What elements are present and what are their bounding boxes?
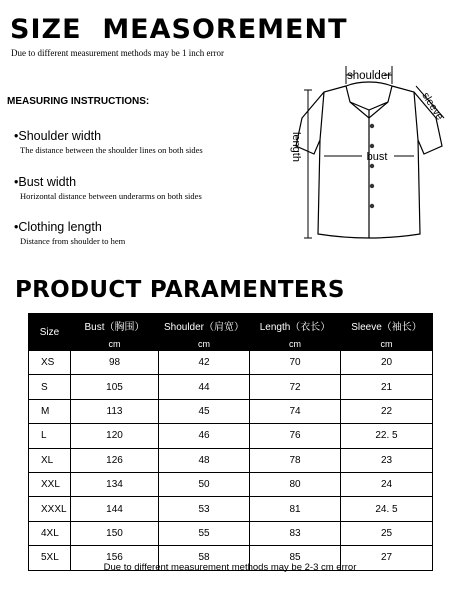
value-cell: 120 xyxy=(71,424,159,448)
value-cell: 70 xyxy=(250,351,341,375)
size-cell: M xyxy=(29,399,71,423)
value-cell: 27 xyxy=(341,546,433,570)
value-cell: 53 xyxy=(159,497,250,521)
value-cell: 80 xyxy=(250,472,341,496)
value-cell: 126 xyxy=(71,448,159,472)
size-table xyxy=(28,313,433,571)
value-cell: 55 xyxy=(159,521,250,545)
shoulder-label: shoulder xyxy=(346,70,392,82)
value-cell: 22. 5 xyxy=(341,424,433,448)
table-units-row xyxy=(29,337,433,351)
length-label: length xyxy=(290,132,302,162)
size-cell: 4XL xyxy=(29,521,71,545)
value-cell: 72 xyxy=(250,375,341,399)
size-cell: XL xyxy=(29,448,71,472)
value-cell: 134 xyxy=(71,472,159,496)
value-cell: 45 xyxy=(159,399,250,423)
table-row xyxy=(29,375,433,399)
value-cell: 156 xyxy=(71,546,159,570)
value-cell: 150 xyxy=(71,521,159,545)
header-length: Length（衣长） xyxy=(250,314,341,337)
size-cell: XXXL xyxy=(29,497,71,521)
value-cell: 44 xyxy=(159,375,250,399)
unit-cell: cm xyxy=(341,337,433,351)
header-shoulder: Shoulder（肩宽） xyxy=(159,314,250,337)
header-size: Size xyxy=(29,314,71,351)
value-cell: 144 xyxy=(71,497,159,521)
product-title: PRODUCT PARAMENTERS xyxy=(15,277,345,303)
value-cell: 105 xyxy=(71,375,159,399)
size-cell: 5XL xyxy=(29,546,71,570)
bust-label: bust xyxy=(366,151,388,163)
footer-note: Due to different measurement methods may be 2-3 cm error xyxy=(103,562,357,573)
value-cell: 98 xyxy=(71,351,159,375)
table-row xyxy=(29,351,433,375)
value-cell: 22 xyxy=(341,399,433,423)
value-cell: 50 xyxy=(159,472,250,496)
instruction-desc: Distance from shoulder to hem xyxy=(20,236,126,246)
instructions-heading: MEASURING INSTRUCTIONS: xyxy=(7,96,150,107)
unit-cell: cm xyxy=(250,337,341,351)
table-row xyxy=(29,472,433,496)
sleeve-label: sleeve xyxy=(419,90,446,123)
value-cell: 78 xyxy=(250,448,341,472)
value-cell: 76 xyxy=(250,424,341,448)
table-row xyxy=(29,424,433,448)
table-row xyxy=(29,448,433,472)
value-cell: 23 xyxy=(341,448,433,472)
value-cell: 24. 5 xyxy=(341,497,433,521)
value-cell: 85 xyxy=(250,546,341,570)
size-cell: XS xyxy=(29,351,71,375)
value-cell: 74 xyxy=(250,399,341,423)
header-sleeve: Sleeve（袖长） xyxy=(341,314,433,337)
value-cell: 58 xyxy=(159,546,250,570)
instruction-shoulder xyxy=(14,129,203,155)
value-cell: 21 xyxy=(341,375,433,399)
value-cell: 46 xyxy=(159,424,250,448)
instruction-desc: The distance between the shoulder lines on both sides xyxy=(20,145,203,155)
table-row xyxy=(29,497,433,521)
value-cell: 20 xyxy=(341,351,433,375)
page-subtitle: Due to different measurement methods may be 1 inch error xyxy=(11,48,225,58)
table-header-row xyxy=(29,314,433,337)
value-cell: 113 xyxy=(71,399,159,423)
value-cell: 25 xyxy=(341,521,433,545)
instruction-bust xyxy=(14,175,202,201)
unit-cell: cm xyxy=(71,337,159,351)
instruction-name: •Shoulder width xyxy=(14,129,102,143)
value-cell: 81 xyxy=(250,497,341,521)
page-title: SIZE MEASOREMENT xyxy=(10,14,348,45)
shirt-collar xyxy=(346,82,392,110)
value-cell: 24 xyxy=(341,472,433,496)
instruction-desc: Horizontal distance between underarms on both sides xyxy=(20,191,202,201)
size-cell: L xyxy=(29,424,71,448)
header-bust: Bust（胸围） xyxy=(71,314,159,337)
table-row xyxy=(29,399,433,423)
value-cell: 48 xyxy=(159,448,250,472)
instruction-name: •Clothing length xyxy=(14,220,102,234)
size-cell: S xyxy=(29,375,71,399)
shirt-diagram xyxy=(284,62,454,252)
value-cell: 83 xyxy=(250,521,341,545)
unit-cell: cm xyxy=(159,337,250,351)
table-row xyxy=(29,521,433,545)
value-cell: 42 xyxy=(159,351,250,375)
instruction-length xyxy=(14,220,125,246)
instruction-name: •Bust width xyxy=(14,175,77,189)
size-cell: XXL xyxy=(29,472,71,496)
